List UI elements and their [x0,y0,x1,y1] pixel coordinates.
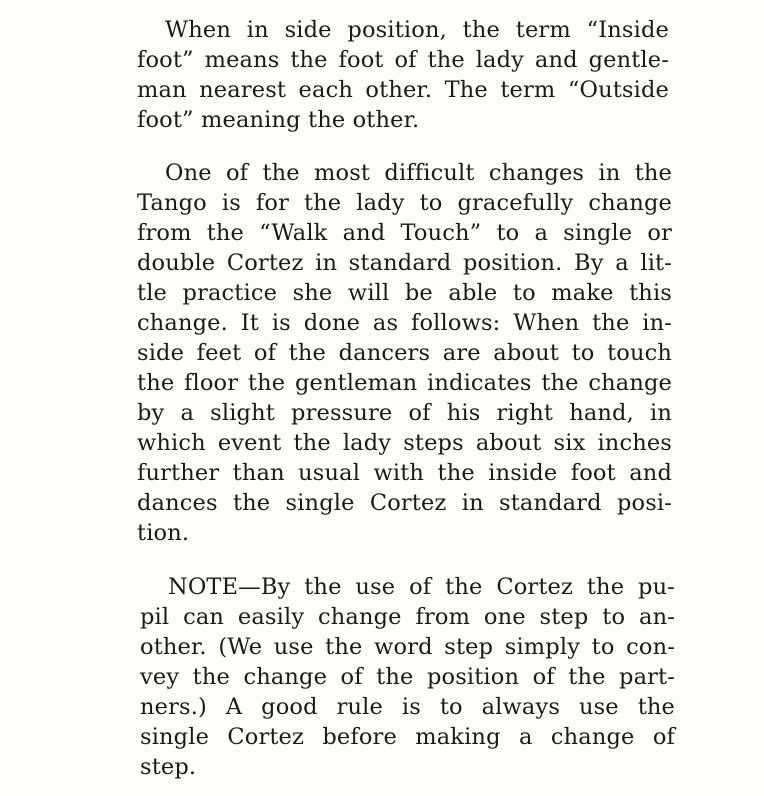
text-line: other. (We use the word step simply to con- [140,634,675,660]
text-line: dances the single Cortez in standard posi- [137,490,672,516]
text-line: the floor the gentleman indicates the change [137,370,672,396]
text-line: from the “Walk and Touch” to a single or [137,220,672,246]
text-line: further than usual with the inside foot and [137,460,672,486]
text-line: which event the lady steps about six inches [137,430,672,456]
paragraph-inside-foot [137,15,669,135]
text-line: NOTE—By the use of the Cortez the pu- [168,574,675,600]
text-line: man nearest each other. The term “Outside [137,77,669,103]
text-line: foot” meaning the other. [137,107,420,133]
text-line: Tango is for the lady to gracefully change [137,190,672,216]
text-line: tle practice she will be able to make this [137,280,672,306]
text-line: step. [140,754,197,780]
text-line: tion. [137,520,190,546]
text-line: by a slight pressure of his right hand, in [137,400,672,426]
text-line: One of the most difficult changes in the [165,160,672,186]
text-line: pil can easily change from one step to an- [140,604,675,630]
text-line: foot” means the foot of the lady and gentle- [137,47,669,73]
text-line: change. It is done as follows: When the in- [137,310,672,336]
text-line: When in side position, the term “Inside [165,17,669,43]
text-line: double Cortez in standard position. By a lit- [137,250,672,276]
text-line: side feet of the dancers are about to touch [137,340,672,366]
paragraph-note [140,572,675,782]
text-line: ners.) A good rule is to always use the [140,694,675,720]
text-line: vey the change of the position of the part- [140,664,675,690]
text-line: single Cortez before making a change of [140,724,675,750]
paragraph-cortez-change [137,158,672,548]
